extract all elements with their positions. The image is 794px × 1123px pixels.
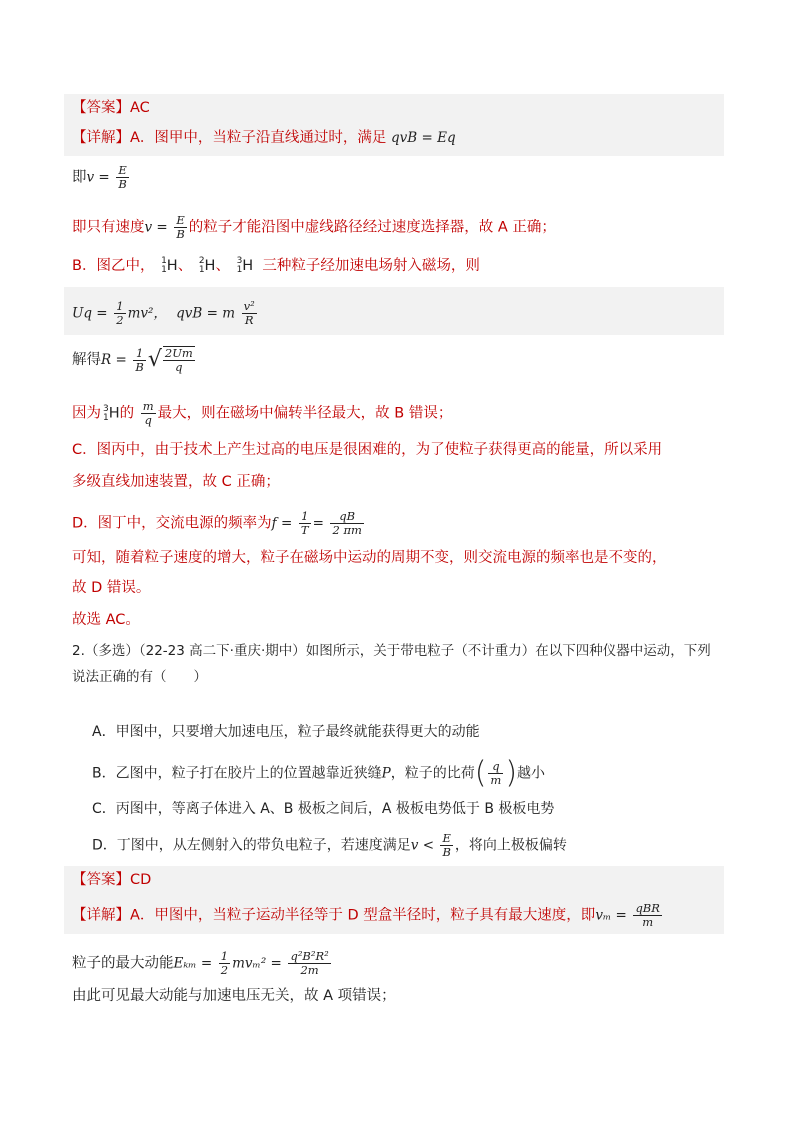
only-pre: 即只有速度 [72, 219, 145, 236]
q2-option-d: D．丁图中，从左侧射入的带负电粒子，若速度满足v < $\frac{E}{B}$ ，将向上极板偏转 [92, 831, 567, 859]
answer-label: 【答案】 [72, 100, 130, 116]
detail-a-line [72, 128, 456, 148]
frac-v2-over-r: $\frac{\text{v²}}{R}$ [243, 299, 255, 327]
v-eq-2: v = [144, 219, 168, 236]
answer-line-1 [72, 98, 150, 118]
d-line-2: 可知，随着粒子速度的增大，粒子在磁场中运动的周期不变，则交流电源的频率也是不变的， [72, 550, 667, 566]
because-line: 因为 3 1H的 $\frac{m}{q}$ 最大，则在磁场中偏转半径最大，故 B 错误； [72, 399, 453, 427]
d-line-1: D．图丁中，交流电源的频率为f = $\frac{1}{T}$ = $\frac{qB}{2 \pi m}$ [72, 509, 362, 537]
q2-stem-2: 说法正确的有（ ） [72, 669, 207, 685]
eq-qvb-eq: qvB = Eq [391, 130, 456, 146]
c-line-1: C．图丙中，由于技术上产生过高的电压是很困难的，为了使粒子获得更高的能量，所以采用 [72, 442, 663, 458]
select-line: 故选 AC。 [72, 612, 140, 628]
detail-label: 【详解】 [72, 130, 130, 146]
q2-answer-line: 【答案】CD [72, 872, 152, 888]
frac-one-half: $\frac{1}{2}$ [116, 299, 124, 327]
b-post: 三种粒子经加速电场射入磁场，则 [262, 258, 480, 274]
frac-one-over-t: $\frac{1}{T}$ [300, 509, 309, 537]
q2-option-a: A．甲图中，只要增大加速电压，粒子最终就能获得更大的动能 [92, 724, 480, 740]
frac-one-half-2: $\frac{1}{2}$ [220, 949, 229, 977]
q2-stem-1: 2.（多选）（22-23 高二下·重庆·期中）如图所示，关于带电粒子（不计重力）在以下四种仪器中运动，下列 [72, 643, 711, 659]
nuclide-sub-3b: 3 1 [103, 403, 109, 423]
detail-a-text: A．图甲中，当粒子沿直线通过时，满足 [130, 130, 387, 146]
ji-v-line [72, 164, 131, 191]
q2-detail-line: 【详解】A．甲图中，当粒子运动半径等于 D 型盒半径时，粒子具有最大速度，即vₘ = $\frac{\text{qBR}}{m}$ [72, 901, 660, 929]
frac-q-over-m: $\frac{q}{m}$ [490, 759, 502, 787]
v-eq: v = [86, 169, 110, 186]
nuclide-sub-2: 2 1 [198, 256, 205, 275]
q2-option-c: C．丙图中，等离子体进入 A、B 极板之间后，A 极板电势低于 B 极板电势 [92, 801, 555, 817]
q2-ek-line: 粒子的最大动能Eₖₘ = $\frac{1}{2}$ mvₘ² = $\frac{\text{q²B²R²}}{2m}$ [72, 949, 329, 977]
frac-qb-over-2pim: $\frac{qB}{2 \pi m}$ [332, 509, 362, 537]
sqrt-content: $\frac{2Um}{q}$ [164, 346, 193, 374]
b-pre: B．图乙中， [72, 258, 155, 274]
q2-conclusion: 由此可见最大动能与加速电压无关，故 A 项错误； [72, 988, 396, 1004]
sqrt-sign: √ [147, 347, 162, 372]
only-speed-line [72, 214, 556, 241]
ji-text: 即 [72, 169, 87, 186]
uq-line: Uq = $\frac{1}{2}$ mv²， qvB = m $\frac{\text{v²}}{R}$ [72, 299, 255, 327]
frac-qbr-over-m: $\frac{\text{qBR}}{m}$ [635, 901, 660, 929]
frac-m-over-q: $\frac{m}{q}$ [142, 399, 154, 427]
d-line-3: 故 D 错误。 [72, 580, 151, 596]
frac-one-over-b: $\frac{1}{B}$ [135, 345, 144, 374]
only-post: 的粒子才能沿图中虚线路径经过速度选择器，故 A 正确； [188, 219, 556, 236]
answer-value: AC [130, 100, 150, 116]
frac-e-over-b: $\frac{E}{B}$ [118, 163, 127, 191]
b-intro-line: B．图乙中， 1 1H、 2 1H、 3 1H 三种粒子经加速电场射入磁场，则 [72, 256, 480, 275]
nuclide-sub-3: 3 1 [236, 256, 243, 275]
c-line-2: 多级直线加速装置，故 C 正确； [72, 474, 280, 490]
frac-e-over-b-3: $\frac{E}{B}$ [442, 831, 451, 859]
solve-r-line: 解得R = $\frac{1}{B}$ √ $\frac{2Um}{q}$ [72, 345, 193, 374]
frac-q2b2r2-over-2m: $\frac{\text{q²B²R²}}{2m}$ [290, 949, 329, 977]
frac-e-over-b-2: $\frac{E}{B}$ [176, 213, 185, 241]
nuclide-sub-1: 1 1 [161, 256, 167, 275]
q2-option-b: B．乙图中，粒子打在胶片上的位置越靠近狭缝P，粒子的比荷( $\frac{q}{m}$ )越小 [92, 755, 546, 791]
